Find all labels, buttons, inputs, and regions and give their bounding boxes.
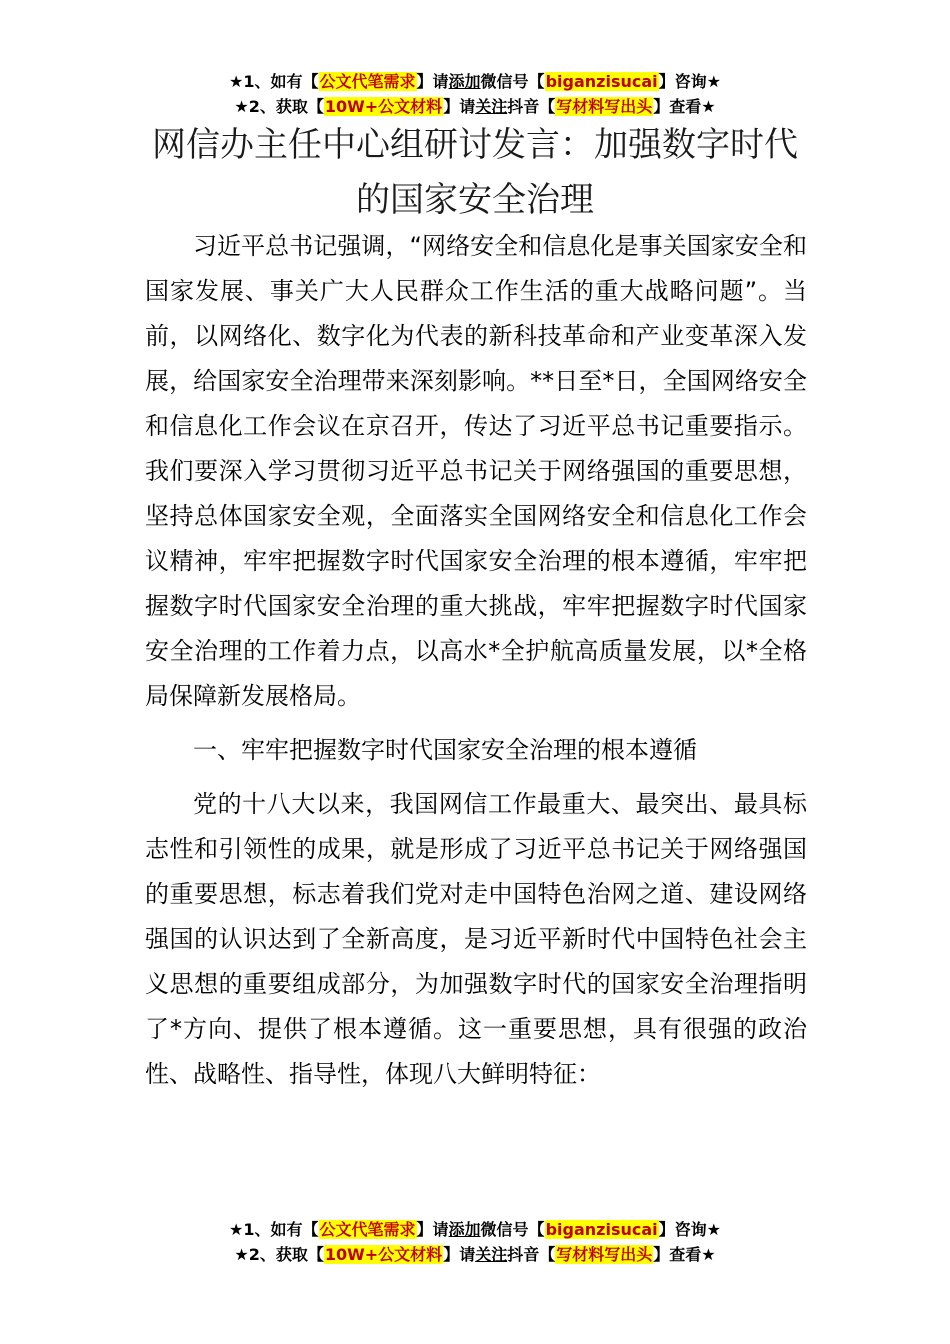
promo-line-2 — [0, 1242, 950, 1267]
promo-text: 微信号【 — [480, 1220, 545, 1239]
star-icon: ★ — [229, 72, 244, 91]
promo-line-2 — [0, 94, 950, 119]
title-line-2: 的国家安全治理 — [356, 180, 594, 220]
promo-text: 】咨询 — [658, 1220, 707, 1239]
star-icon: ★ — [706, 72, 721, 91]
promo-highlight: 写材料写出头 — [556, 1245, 653, 1264]
promo-text: 1、如有【 — [243, 1220, 319, 1239]
star-icon: ★ — [701, 1245, 716, 1264]
promo-highlight: 10W+公文材料 — [324, 1245, 443, 1264]
promo-text: 】咨询 — [658, 72, 707, 91]
promo-highlight: 公文代笔需求 — [319, 72, 416, 91]
promo-text: 】请 — [443, 1245, 476, 1264]
document-body — [145, 224, 807, 1106]
paragraph-section-1: 党的十八大以来，我国网信工作最重大、最突出、最具标志性和引领性的成果，就是形成了习近平总书记关于网络强国的重要思想，标志着我们党对走中国特色治网之道、建设网络强国的认识达到了全新高度，是习近平新时代中国特色社会主义思想的重要组成部分，为加强数字时代的国家安全治理指明了*方向、提供了根本遵循。这一重要思想，具有很强的政治性、战略性、指导性，体现八大鲜明特征： — [145, 790, 807, 1088]
star-icon: ★ — [706, 1220, 721, 1239]
promo-highlight: biganzisucai — [545, 72, 658, 91]
promo-text: 】请 — [416, 72, 449, 91]
promo-emphasis: 添加 — [448, 72, 481, 91]
promo-highlight: biganzisucai — [545, 1220, 658, 1239]
promo-text: 】查看 — [653, 97, 702, 116]
promo-highlight: 写材料写出头 — [556, 97, 653, 116]
promo-banner-bottom — [0, 1217, 950, 1267]
promo-emphasis: 关注 — [475, 97, 508, 116]
promo-text: 抖音【 — [507, 1245, 556, 1264]
promo-line-1 — [0, 69, 950, 94]
promo-text: 】查看 — [653, 1245, 702, 1264]
promo-text: 】请 — [416, 1220, 449, 1239]
promo-emphasis: 添加 — [448, 1220, 481, 1239]
paragraph-intro: 习近平总书记强调，“网络安全和信息化是事关国家安全和国家发展、事关广大人民群众工作生活的重大战略问题”。当前，以网络化、数字化为代表的新科技革命和产业变革深入发展，给国家安全治理带来深刻影响。**日至*日，全国网络安全和信息化工作会议在京召开，传达了习近平总书记重要指示。我们要深入学习贯彻习近平总书记关于网络强国的重要思想，坚持总体国家安全观，全面落实全国网络安全和信息化工作会议精神，牢牢把握数字时代国家安全治理的根本遵循，牢牢把握数字时代国家安全治理的重大挑战，牢牢把握数字时代国家安全治理的工作着力点，以高水*全护航高质量发展，以*全格局保障新发展格局。 — [145, 232, 807, 710]
document-title — [145, 118, 805, 228]
star-icon: ★ — [701, 97, 716, 116]
promo-text: 2、获取【 — [248, 1245, 324, 1264]
promo-highlight: 公文代笔需求 — [319, 1220, 416, 1239]
promo-text: 2、获取【 — [248, 97, 324, 116]
promo-text: 微信号【 — [480, 72, 545, 91]
promo-text: 1、如有【 — [243, 72, 319, 91]
promo-text: 抖音【 — [507, 97, 556, 116]
promo-text: 】请 — [443, 97, 476, 116]
star-icon: ★ — [234, 1245, 249, 1264]
promo-banner-top — [0, 69, 950, 119]
title-line-1: 网信办主任中心组研讨发言：加强数字时代 — [152, 125, 798, 165]
promo-highlight: 10W+公文材料 — [324, 97, 443, 116]
star-icon: ★ — [229, 1220, 244, 1239]
promo-line-1 — [0, 1217, 950, 1242]
section-heading-1: 一、牢牢把握数字时代国家安全治理的根本遵循 — [193, 736, 697, 764]
promo-emphasis: 关注 — [475, 1245, 508, 1264]
star-icon: ★ — [234, 97, 249, 116]
